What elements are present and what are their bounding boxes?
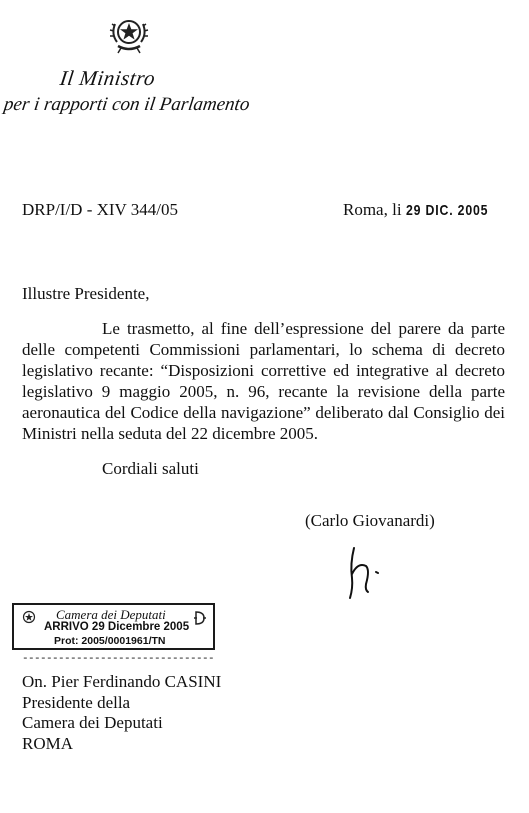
letterhead-title: Il Ministro [58, 66, 157, 90]
recipient-name: On. Pier Ferdinando CASINI [22, 672, 222, 691]
stamp-protocol: Prot: 2005/0001961/TN [54, 635, 166, 647]
separator-line: -------------------------------- [22, 653, 215, 665]
closing: Cordiali saluti [102, 459, 199, 478]
signer-name: (Carlo Giovanardi) [305, 511, 435, 530]
arrival-stamp [12, 603, 215, 650]
handwritten-signature [338, 544, 394, 602]
place-date [343, 200, 506, 220]
recipient-institution: Camera dei Deputati [22, 713, 163, 732]
place-label: Roma, li [343, 200, 402, 219]
stamp-title: Camera dei Deputati [56, 607, 166, 622]
stamp-arrival-date: ARRIVO 29 Dicembre 2005 [44, 621, 190, 633]
recipient-address [22, 672, 221, 754]
letter-body: Le trasmetto, al fine dell’espressione del parere da parte delle competenti Commissioni parlamentari, lo schema di decreto legislativo recante: “Disposizioni correttive ed integrative al decreto legislativo 9 maggio 2005, n. 96, recante la revisione della parte aeronautica del Codice della navigazione” deliberato dal Consiglio dei Ministri nella seduta del 22 dicembre 2005. [22, 319, 505, 443]
recipient-city: ROMA [22, 733, 74, 753]
salutation: Illustre Presidente, [22, 284, 150, 303]
protocol-number: DRP/I/D - XIV 344/05 [22, 200, 178, 219]
recipient-role: Presidente della [22, 692, 131, 712]
letterhead-subtitle: per i rapporti con il Parlamento [2, 94, 251, 115]
chamber-logo-icon [192, 610, 208, 626]
date-stamp: 29 DIC. 2005 [405, 202, 489, 219]
republic-emblem-icon [22, 610, 36, 624]
republic-emblem-icon [109, 12, 149, 56]
